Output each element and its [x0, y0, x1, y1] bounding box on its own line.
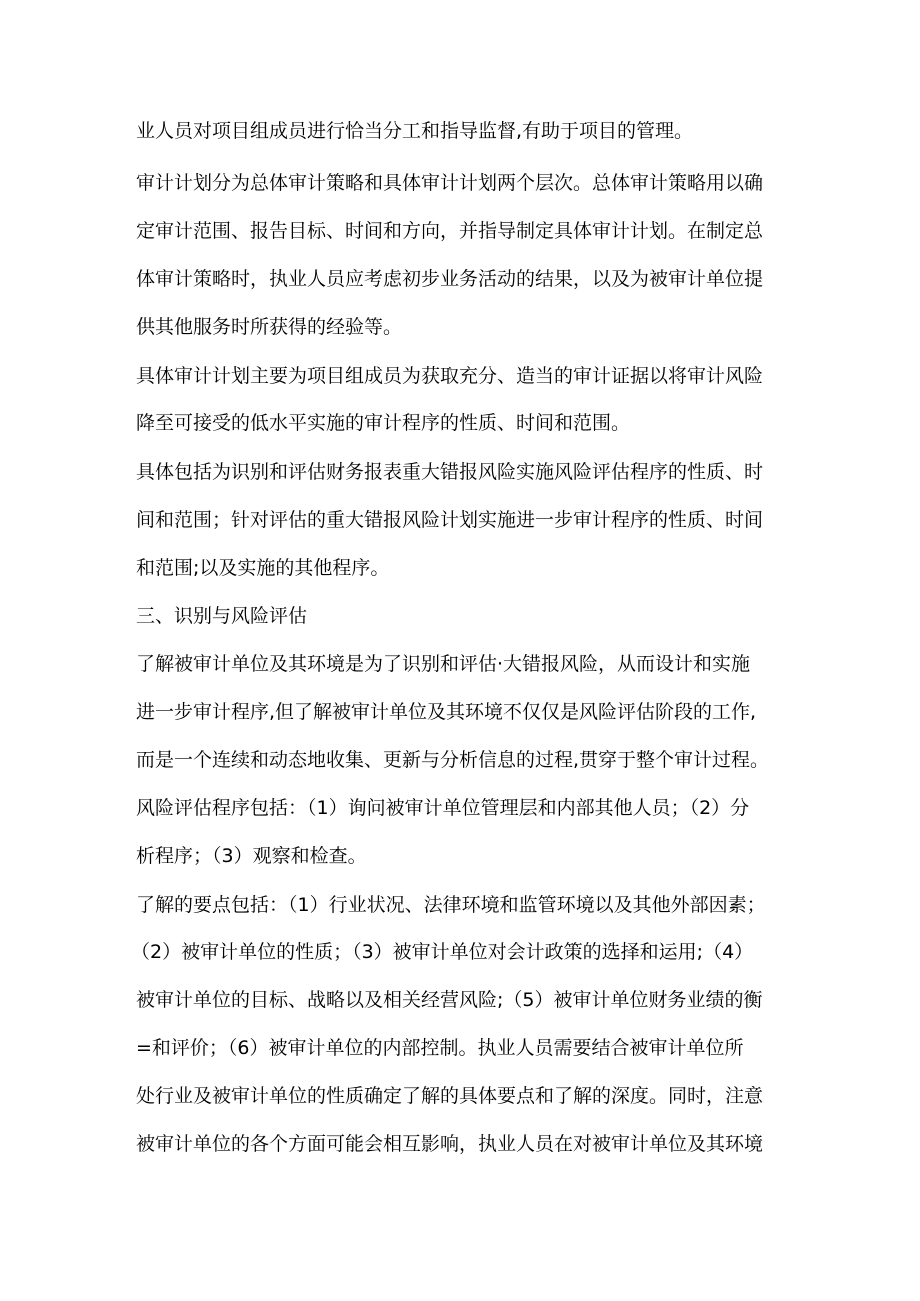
paragraph-line: =和评价；（6）被审计单位的内部控制。执业人员需要结合被审计单位所 [136, 1037, 744, 1059]
paragraph-line: 进一步审计程序,但了解被审计单位及其环境不仅仅是风险评估阶段的工作, [136, 701, 757, 723]
paragraph-line: 供其他服务时所获得的经验等。 [136, 316, 403, 338]
paragraph-line: 具体包括为识别和评估财务报表重大错报风险实施风险评估程序的性质、时 [136, 461, 764, 483]
paragraph-line: 风险评估程序包括：（1）询问被审计单位管理层和内部其他人员；（2）分 [136, 797, 750, 819]
paragraph-line: 处行业及被审计单位的性质确定了解的具体要点和了解的深度。同时，注意 [136, 1085, 764, 1107]
paragraph-line: 了解被审计单位及其环境是为了识别和评估·大错报风险，从而设计和实施 [136, 653, 751, 675]
paragraph-line: 了解的要点包括：（1）行业状况、法律环境和监管环境以及其他外部因素； [136, 894, 766, 916]
paragraph-line: 和范围;以及实施的其他程序。 [136, 557, 390, 579]
paragraph-line: 而是一个连续和动态地收集、更新与分析信息的过程,贯穿于整个审计过程。 [136, 749, 770, 771]
paragraph-line: 体审计策略时，执业人员应考虑初步业务活动的结果，以及为被审计单位提 [136, 268, 764, 290]
paragraph-line: 间和范围；针对评估的重大错报风险计划实施进一步审计程序的性质、时间 [136, 509, 764, 531]
paragraph-line: 具体审计计划主要为项目组成员为获取充分、造当的审计证据以将审计风险 [136, 365, 764, 387]
paragraph-line: 审计计划分为总体审计策略和具体审计计划两个层次。总体审计策略用以确 [136, 172, 764, 194]
paragraph-line: 被审计单位的目标、战略以及相关经营风险;（5）被审计单位财务业绩的衡 [136, 989, 763, 1011]
paragraph-line: 定审计范围、报告目标、时间和方向，并指导制定具体审计计划。在制定总 [136, 220, 764, 242]
paragraph-line: （2）被审计单位的性质；（3）被审计单位对会计政策的选择和运用;（4） [131, 941, 754, 963]
paragraph-line: 降至可接受的低水平实施的审计程序的性质、时间和范围。 [136, 412, 631, 434]
section-heading: 三、识别与风险评估 [136, 605, 308, 627]
paragraph-line: 业人员对项目组成员进行恰当分工和指导监督,有助于项目的管理。 [136, 120, 694, 142]
paragraph-line: 被审计单位的各个方面可能会相互影响，执业人员在对被审计单位及其环境 [136, 1133, 764, 1155]
paragraph-line: 析程序；（3）观察和检查。 [136, 845, 367, 867]
